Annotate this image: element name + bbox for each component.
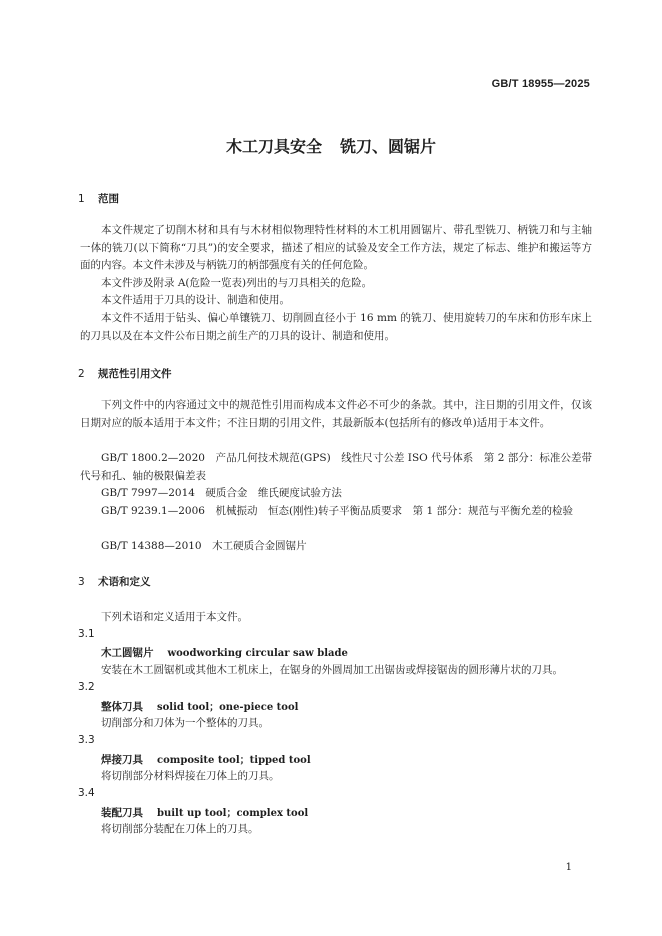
term-3-1-number: 3.1 xyxy=(78,628,95,640)
section-2-heading xyxy=(78,366,172,381)
section-title: 范围 xyxy=(98,193,119,205)
term-3-3-definition: 将切削部分材料焊接在刀体上的刀具。 xyxy=(101,770,280,782)
term-3-2-number: 3.2 xyxy=(78,681,95,693)
section-number: 2 xyxy=(78,368,85,380)
page-number: 1 xyxy=(565,862,572,873)
term-chinese: 装配刀具 xyxy=(101,807,143,819)
title-part-2: 铣刀、圆锯片 xyxy=(340,137,437,156)
term-3-4-number: 3.4 xyxy=(78,787,95,799)
section-title: 术语和定义 xyxy=(98,576,151,588)
term-3-2-definition: 切削部分和刀体为一个整体的刀具。 xyxy=(101,717,269,729)
reference-1: GB/T 1800.2—2020 产品几何技术规范(GPS) 线性尺寸公差 ISO 代号体系 第 2 部分：标准公差带代号和孔、轴的极限偏差表 xyxy=(80,452,592,482)
term-english: solid tool；one-piece tool xyxy=(157,702,299,713)
reference-3: GB/T 9239.1—2006 机械振动 恒态(刚性)转子平衡品质要求 第 1 部分：规范与平衡允差的检验 xyxy=(101,505,573,517)
scope-paragraph-2: 本文件涉及附录 A(危险一览表)列出的与刀具相关的危险。 xyxy=(101,277,373,289)
term-english: woodworking circular saw blade xyxy=(167,648,348,659)
term-english: built up tool；complex tool xyxy=(157,808,309,819)
section-number: 3 xyxy=(78,576,85,588)
term-3-1-name xyxy=(101,645,348,660)
term-3-4-definition: 将切削部分装配在刀体上的刀具。 xyxy=(101,823,259,835)
section-1-heading xyxy=(78,191,119,206)
term-english: composite tool；tipped tool xyxy=(157,755,311,766)
normative-intro: 下列文件中的内容通过文中的规范性引用而构成本文件必不可少的条款。其中，注日期的引用文件，仅该日期对应的版本适用于本文件；不注日期的引用文件，其最新版本(包括所有的修改单)适用于本文件。 xyxy=(80,399,592,429)
scope-paragraph-1: 本文件规定了切削木材和具有与木材相似物理特性材料的木工机用圆锯片、带孔型铣刀、柄铣刀和与主轴一体的铣刀(以下简称“刀具”)的安全要求，描述了相应的试验及安全工作方法，规定了标志、维护和搬运等方面的内容。本文件未涉及与柄铣刀的柄部强度有关的任何危险。 xyxy=(80,224,592,271)
title-part-1: 木工刀具安全 xyxy=(225,137,322,156)
section-3-heading xyxy=(78,574,151,589)
term-chinese: 木工圆锯片 xyxy=(101,647,154,659)
terms-intro: 下列术语和定义适用于本文件。 xyxy=(101,611,248,623)
section-title: 规范性引用文件 xyxy=(98,368,172,380)
term-chinese: 焊接刀具 xyxy=(101,754,143,766)
standard-code: GB/T 18955—2025 xyxy=(491,78,590,90)
reference-2: GB/T 7997—2014 硬质合金 维氏硬度试验方法 xyxy=(101,487,342,499)
term-3-3-number: 3.3 xyxy=(78,734,95,746)
reference-4: GB/T 14388—2010 木工硬质合金圆锯片 xyxy=(101,540,307,552)
term-3-3-name xyxy=(101,751,311,767)
term-3-2-name xyxy=(101,698,298,714)
term-3-1-definition: 安装在木工圆锯机或其他木工机床上，在锯身的外圆周加工出锯齿或焊接锯齿的圆形薄片状的刀具。 xyxy=(101,664,563,676)
term-3-4-name xyxy=(101,804,308,820)
scope-paragraph-3: 本文件适用于刀具的设计、制造和使用。 xyxy=(101,294,290,306)
term-chinese: 整体刀具 xyxy=(101,701,143,713)
document-title xyxy=(0,134,662,157)
scope-paragraph-4: 本文件不适用于钻头、偏心单镶铣刀、切削圆直径小于 16 mm 的铣刀、使用旋转刀的车床和仿形车床上的刀具以及在本文件公布日期之前生产的刀具的设计、制造和使用。 xyxy=(80,312,592,342)
section-number: 1 xyxy=(78,193,85,205)
